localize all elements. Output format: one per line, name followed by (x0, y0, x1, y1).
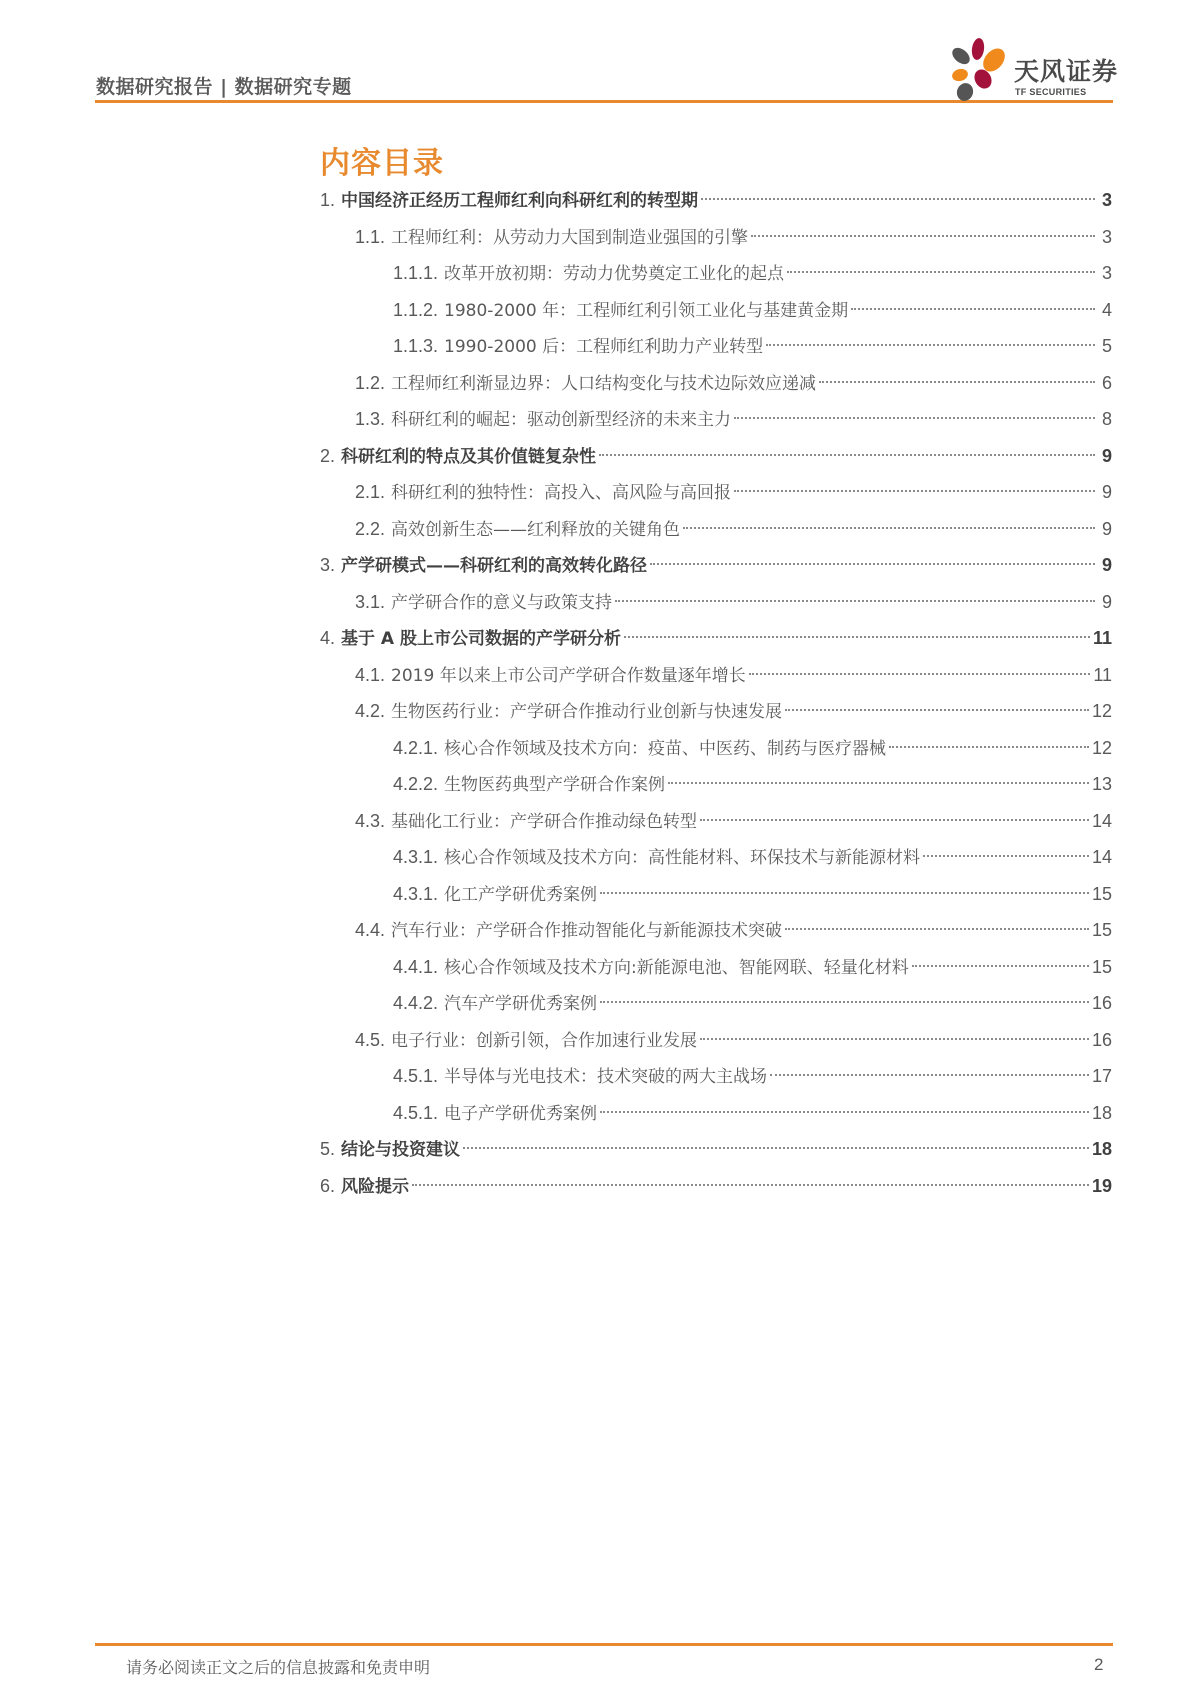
toc-leader-dots (701, 198, 1095, 200)
toc-entry-number: 4.5.1. (393, 1102, 439, 1123)
toc-entry-number: 2.2. (355, 518, 386, 539)
toc-entry-page[interactable]: 16 (1091, 1029, 1112, 1050)
toc-entry-page[interactable]: 3 (1101, 190, 1112, 210)
toc-entry-page[interactable]: 6 (1101, 372, 1112, 393)
toc-entry-page[interactable]: 9 (1101, 518, 1112, 539)
footer-divider (95, 1643, 1113, 1646)
toc-entry-label[interactable]: 科研红利的特点及其价值链复杂性 (341, 446, 597, 467)
toc-entry[interactable] (355, 514, 1112, 544)
toc-entry[interactable] (355, 696, 1112, 726)
toc-entry-number: 4.2.1. (393, 737, 439, 758)
toc-entry-number: 4.4.1. (393, 956, 439, 977)
toc-leader-dots (600, 892, 1089, 894)
toc-entry[interactable] (320, 441, 1112, 471)
toc-entry-label[interactable]: 半导体与光电技术：技术突破的两大主战场 (444, 1067, 768, 1087)
toc-entry[interactable] (393, 952, 1112, 982)
toc-leader-dots (785, 928, 1089, 930)
toc-entry-page[interactable]: 14 (1091, 810, 1112, 831)
toc-entry[interactable] (320, 185, 1112, 215)
toc-entry[interactable] (393, 258, 1112, 288)
toc-entry-number: 1.2. (355, 372, 386, 393)
toc-entry-page[interactable]: 4 (1101, 299, 1112, 320)
toc-entry-number: 1.1.2. (393, 299, 439, 320)
tf-securities-flower-logo-icon (948, 38, 1010, 102)
toc-leader-dots (412, 1184, 1089, 1186)
toc-leader-dots (770, 1074, 1089, 1076)
toc-entry-number: 5. (320, 1139, 336, 1159)
toc-entry-page[interactable]: 9 (1101, 482, 1112, 502)
toc-leader-dots (700, 819, 1089, 821)
toc-leader-dots (819, 381, 1095, 383)
toc-entry-label[interactable]: 基础化工行业：产学研合作推动绿色转型 (391, 811, 698, 832)
toc-entry-number: 3.1. (355, 591, 386, 612)
toc-leader-dots (683, 527, 1095, 529)
toc-entry-label[interactable]: 工程师红利：从劳动力大国到制造业强国的引擎 (391, 227, 749, 248)
toc-entry[interactable] (320, 1171, 1112, 1201)
toc-leader-dots (463, 1147, 1089, 1149)
page-number: 2 (1094, 1655, 1104, 1674)
toc-entry-label[interactable]: 1980-2000 年：工程师红利引领工业化与基建黄金期 (444, 300, 849, 321)
toc-entry[interactable] (393, 1098, 1112, 1128)
toc-title: 内容目录 (320, 146, 444, 181)
toc-entry-label[interactable]: 风险提示 (341, 1176, 410, 1197)
toc-entry-number: 4.3. (355, 810, 386, 831)
toc-entry-number: 4. (320, 628, 336, 648)
toc-entry-label[interactable]: 汽车行业：产学研合作推动智能化与新能源技术突破 (391, 921, 783, 941)
toc-leader-dots (668, 782, 1089, 784)
toc-entry-number: 4.1. (355, 664, 386, 685)
toc-entry[interactable] (393, 842, 1112, 872)
toc-entry-page[interactable]: 12 (1091, 701, 1112, 721)
toc-entry[interactable] (320, 550, 1112, 580)
toc-entry-number: 1.1.3. (393, 336, 439, 356)
logo-name-en: TF SECURITIES (1015, 87, 1087, 97)
toc-entry[interactable] (355, 222, 1112, 252)
toc-entry-page[interactable]: 16 (1091, 993, 1112, 1013)
report-category-title: 数据研究报告 | 数据研究专题 (96, 76, 352, 98)
toc-entry-page[interactable]: 11 (1092, 628, 1112, 648)
toc-entry-label[interactable]: 生物医药典型产学研合作案例 (444, 775, 666, 795)
toc-entry-label[interactable]: 电子产学研优秀案例 (444, 1103, 598, 1124)
toc-entry-number: 3. (320, 555, 336, 575)
toc-entry-number: 4.2. (355, 701, 386, 721)
toc-entry-label[interactable]: 生物医药行业：产学研合作推动行业创新与快速发展 (391, 702, 783, 722)
toc-entry-page[interactable]: 9 (1101, 445, 1112, 466)
toc-entry-page[interactable]: 11 (1093, 664, 1112, 685)
toc-leader-dots (599, 454, 1095, 456)
toc-entry[interactable] (355, 477, 1112, 507)
toc-entry-page[interactable]: 15 (1091, 920, 1112, 940)
toc-entry-page[interactable]: 3 (1101, 226, 1112, 247)
toc-entry-page[interactable]: 17 (1091, 1066, 1112, 1086)
toc-entry-label[interactable]: 结论与投资建议 (341, 1140, 461, 1160)
toc-entry-page[interactable]: 19 (1091, 1175, 1112, 1196)
toc-entry[interactable] (355, 660, 1112, 690)
toc-leader-dots (785, 709, 1089, 711)
toc-entry-page[interactable]: 18 (1091, 1139, 1112, 1159)
toc-leader-dots (787, 271, 1095, 273)
toc-entry[interactable] (320, 623, 1112, 653)
toc-entry[interactable] (320, 1134, 1112, 1164)
toc-entry[interactable] (355, 368, 1112, 398)
toc-entry-page[interactable]: 12 (1091, 737, 1112, 758)
toc-leader-dots (749, 673, 1091, 675)
toc-entry-page[interactable]: 8 (1101, 409, 1112, 429)
toc-entry[interactable] (355, 404, 1112, 434)
toc-entry-label[interactable]: 化工产学研优秀案例 (444, 884, 598, 905)
toc-leader-dots (751, 235, 1095, 237)
toc-entry[interactable] (393, 988, 1112, 1018)
logo-name-cn: 天风证券 (1014, 57, 1119, 86)
toc-leader-dots (766, 344, 1095, 346)
toc-entry-number: 4.5.1. (393, 1066, 439, 1086)
toc-leader-dots (700, 1038, 1089, 1040)
toc-entry-number: 4.3.1. (393, 847, 439, 867)
toc-entry-number: 1.1.1. (393, 263, 439, 283)
toc-leader-dots (624, 636, 1090, 638)
toc-entry[interactable] (355, 587, 1112, 617)
toc-entry[interactable] (393, 331, 1112, 361)
toc-entry-number: 1. (320, 190, 336, 210)
toc-entry-label[interactable]: 科研红利的独特性：高投入、高风险与高回报 (391, 483, 732, 503)
toc-leader-dots (889, 746, 1089, 748)
toc-entry-page[interactable]: 18 (1091, 1102, 1112, 1123)
toc-entry[interactable] (393, 769, 1112, 799)
toc-entry[interactable] (355, 1025, 1112, 1055)
toc-leader-dots (923, 855, 1089, 857)
toc-entry-page[interactable]: 9 (1101, 591, 1112, 612)
toc-entry-number: 2.1. (355, 482, 386, 502)
toc-entry-label[interactable]: 高效创新生态——红利释放的关键角色 (391, 519, 681, 540)
toc-entry-page[interactable]: 3 (1101, 263, 1112, 283)
toc-entry-label[interactable]: 核心合作领域及技术方向：疫苗、中医药、制药与医疗器械 (444, 738, 887, 759)
toc-entry-number: 6. (320, 1175, 336, 1196)
toc-entry[interactable] (355, 915, 1112, 945)
toc-entry-label[interactable]: 工程师红利渐显边界：人口结构变化与技术边际效应递减 (391, 373, 817, 394)
toc-leader-dots (600, 1001, 1089, 1003)
toc-entry[interactable] (393, 295, 1112, 325)
toc-leader-dots (851, 308, 1095, 310)
toc-entry-page[interactable]: 13 (1091, 774, 1112, 794)
toc-leader-dots (912, 965, 1089, 967)
toc-entry-label[interactable]: 中国经济正经历工程师红利向科研红利的转型期 (341, 191, 699, 211)
toc-entry-label[interactable]: 科研红利的崛起：驱动创新型经济的未来主力 (391, 410, 732, 430)
toc-entry-label[interactable]: 基于 A 股上市公司数据的产学研分析 (341, 629, 622, 649)
toc-entry-label[interactable]: 电子行业：创新引领，合作加速行业发展 (391, 1030, 698, 1051)
toc-leader-dots (600, 1111, 1089, 1113)
toc-entry-label[interactable]: 核心合作领域及技术方向：高性能材料、环保技术与新能源材料 (444, 848, 921, 868)
toc-leader-dots (615, 600, 1095, 602)
company-logo (948, 38, 1118, 102)
toc-leader-dots (734, 490, 1095, 492)
toc-entry[interactable] (393, 1061, 1112, 1091)
toc-entry-label[interactable]: 2019 年以来上市公司产学研合作数量逐年增长 (391, 665, 746, 686)
toc-entry-label[interactable]: 改革开放初期：劳动力优势奠定工业化的起点 (444, 264, 785, 284)
toc-entry-page[interactable]: 5 (1101, 336, 1112, 356)
toc-entry[interactable] (355, 806, 1112, 836)
toc-entry-number: 4.5. (355, 1029, 386, 1050)
toc-entry-page[interactable]: 9 (1101, 555, 1112, 575)
toc-leader-dots (734, 417, 1095, 419)
toc-entry-number: 2. (320, 445, 336, 466)
toc-entry-page[interactable]: 15 (1091, 883, 1112, 904)
toc-entry-page[interactable]: 15 (1091, 956, 1112, 977)
toc-leader-dots (650, 563, 1095, 565)
toc-entry-page[interactable]: 14 (1091, 847, 1112, 867)
toc-entry[interactable] (393, 879, 1112, 909)
toc-entry-number: 4.3.1. (393, 883, 439, 904)
toc-entry[interactable] (393, 733, 1112, 763)
toc-entry-label[interactable]: 1990-2000 后：工程师红利助力产业转型 (444, 337, 764, 357)
toc-entry-number: 4.4.2. (393, 993, 439, 1013)
toc-entry-number: 1.3. (355, 409, 386, 429)
toc-entry-label[interactable]: 汽车产学研优秀案例 (444, 994, 598, 1014)
toc-entry-number: 4.2.2. (393, 774, 439, 794)
footer-disclaimer: 请务必阅读正文之后的信息披露和免责申明 (126, 1658, 431, 1677)
toc-entry-label[interactable]: 核心合作领域及技术方向:新能源电池、智能网联、轻量化材料 (444, 957, 909, 978)
toc-entry-number: 4.4. (355, 920, 386, 940)
toc-entry-label[interactable]: 产学研模式——科研红利的高效转化路径 (341, 556, 648, 576)
toc-entry-number: 1.1. (355, 226, 386, 247)
toc-entry-label[interactable]: 产学研合作的意义与政策支持 (391, 592, 613, 613)
